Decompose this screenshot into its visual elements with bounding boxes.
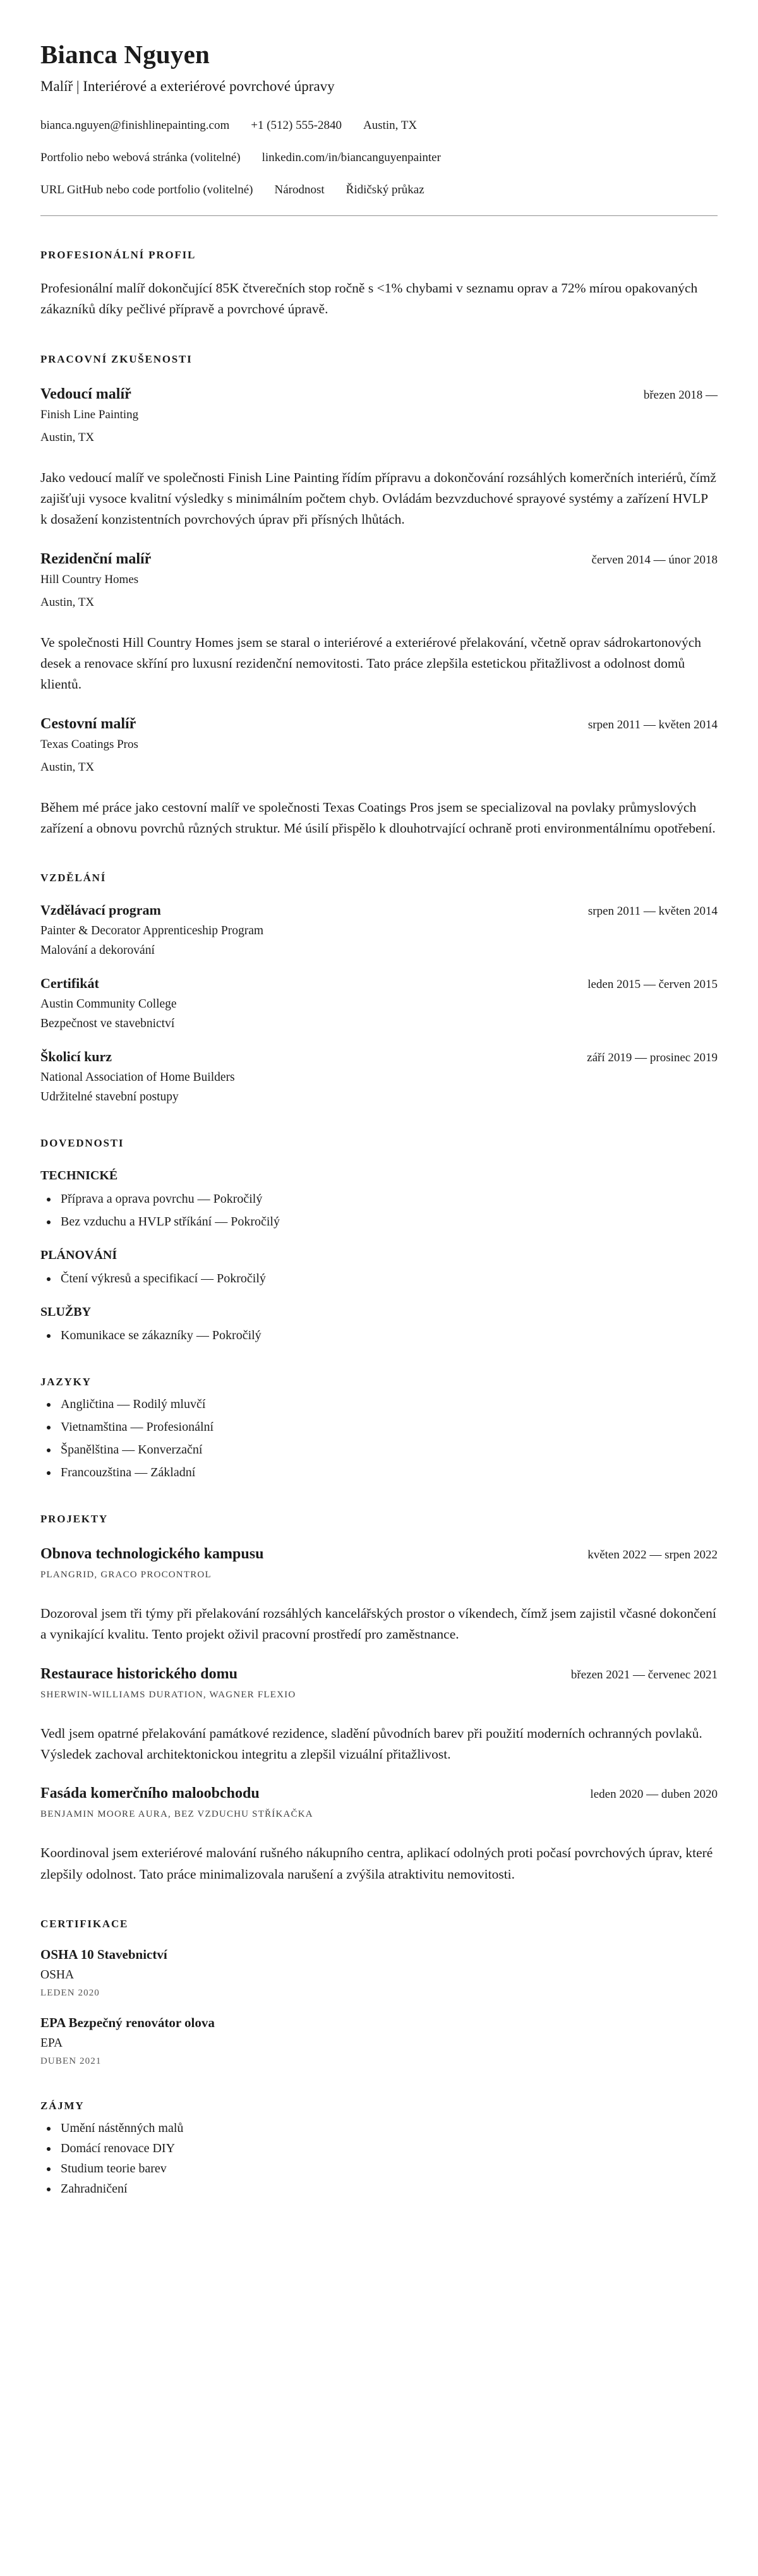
contact-block	[40, 119, 718, 197]
skill-category-services: SLUŽBY	[40, 1305, 92, 1320]
project-item-head	[40, 1546, 718, 1563]
experience-item-1	[40, 386, 718, 531]
experience-item-head	[40, 551, 718, 568]
project-item-head	[40, 1666, 718, 1683]
project-item-3	[40, 1785, 718, 1885]
section-skills	[40, 1137, 718, 1343]
project-dates: březen 2021 — červenec 2021	[570, 1668, 718, 1682]
education-dates: srpen 2011 — květen 2014	[587, 905, 718, 918]
section-education	[40, 872, 718, 1104]
experience-item-2	[40, 551, 718, 695]
section-projects	[40, 1513, 718, 1885]
certification-issuer: EPA	[40, 2037, 63, 2050]
certification-item-1	[40, 1947, 718, 1999]
section-heading-education: VZDĚLÁNÍ	[40, 872, 107, 884]
skill-list-planning	[40, 1272, 718, 1286]
job-location: Austin, TX	[40, 760, 95, 774]
profile-text: Profesionální malíř dokončující 85K čtverečních stop ročně s <1% chybami v seznamu oprav a 72% mírou opakovaných zákazníků díky pečlivé přípravě a povrchové úpravě.	[40, 280, 698, 317]
contact-github: URL GitHub nebo code portfolio (volitelné)	[40, 183, 253, 196]
header-divider	[40, 215, 718, 216]
job-location: Austin, TX	[40, 595, 95, 609]
experience-item-3	[40, 716, 718, 840]
education-item-head	[40, 1049, 718, 1065]
section-heading-experience: PRACOVNÍ ZKUŠENOSTI	[40, 352, 193, 365]
contact-row-2	[40, 151, 718, 165]
contact-row-1	[40, 119, 718, 133]
certification-item-2	[40, 2015, 718, 2067]
certification-date: LEDEN 2020	[40, 1988, 100, 1998]
job-title: Cestovní malíř	[40, 715, 136, 732]
interest-item: • Umění nástěnných malů	[58, 2121, 718, 2136]
job-company: Finish Line Painting	[40, 407, 139, 421]
job-dates: červen 2014 — únor 2018	[591, 553, 718, 567]
project-item-2	[40, 1666, 718, 1766]
skill-item: • Příprava a oprava povrchu — Pokročilý	[58, 1192, 718, 1207]
experience-item-head	[40, 386, 718, 403]
section-profile	[40, 249, 718, 320]
candidate-headline: Malíř | Interiérové a exteriérové povrchové úpravy	[40, 78, 335, 94]
job-company: Texas Coatings Pros	[40, 737, 138, 751]
contact-email: bianca.nguyen@finishlinepainting.com	[40, 119, 230, 132]
resume-header	[40, 39, 718, 216]
job-dates: březen 2018 —	[643, 388, 718, 402]
section-experience	[40, 353, 718, 840]
skill-item: • Komunikace se zákazníky — Pokročilý	[58, 1328, 718, 1343]
interest-item: • Domácí renovace DIY	[58, 2141, 718, 2156]
skill-list-technical	[40, 1192, 718, 1229]
project-title: Obnova technologického kampusu	[40, 1546, 264, 1563]
project-description: Dozoroval jsem tři týmy při přelakování rozsáhlých kancelářských prostor o víkendech, čímž jsem zajistil včasné dokončení a vynikající kvalitu. Tento projekt oživil pracovní prostředí pro zaměstnance.	[40, 1606, 716, 1642]
skill-item: • Čtení výkresů a specifikací — Pokročilý	[58, 1272, 718, 1286]
skill-list-services	[40, 1328, 718, 1343]
contact-phone: +1 (512) 555-2840	[251, 119, 342, 132]
education-item-head	[40, 975, 718, 992]
contact-location: Austin, TX	[363, 119, 418, 132]
education-title: Certifikát	[40, 975, 99, 992]
section-heading-profile: PROFESIONÁLNÍ PROFIL	[40, 249, 196, 261]
contact-nationality: Národnost	[274, 183, 325, 196]
language-item: • Španělština — Konverzační	[58, 1443, 718, 1457]
language-item: • Angličtina — Rodilý mluvčí	[58, 1397, 718, 1412]
language-item: • Francouzština — Základní	[58, 1466, 718, 1480]
education-school: Austin Community College	[40, 997, 177, 1011]
section-interests	[40, 2100, 718, 2196]
certification-issuer: OSHA	[40, 1968, 75, 1982]
education-item-2	[40, 975, 718, 1031]
interest-item: • Studium teorie barev	[58, 2162, 718, 2176]
education-school: Painter & Decorator Apprenticeship Program	[40, 924, 264, 938]
job-company: Hill Country Homes	[40, 572, 139, 586]
certification-date: DUBEN 2021	[40, 2056, 102, 2066]
education-title: Vzdělávací program	[40, 902, 161, 918]
education-title: Školicí kurz	[40, 1049, 112, 1065]
section-heading-skills: DOVEDNOSTI	[40, 1137, 124, 1150]
project-tools: PLANGRID, GRACO PROCONTROL	[40, 1570, 212, 1580]
project-title: Fasáda komerčního maloobchodu	[40, 1785, 260, 1802]
project-item-head	[40, 1785, 718, 1802]
project-dates: leden 2020 — duben 2020	[590, 1788, 718, 1802]
education-item-1	[40, 902, 718, 958]
language-item: • Vietnamština — Profesionální	[58, 1420, 718, 1435]
interest-item: • Zahradničení	[58, 2182, 718, 2196]
section-heading-projects: PROJEKTY	[40, 1513, 108, 1526]
section-heading-interests: ZÁJMY	[40, 2100, 85, 2112]
project-tools: BENJAMIN MOORE AURA, BEZ VZDUCHU STŘÍKAČKA	[40, 1809, 313, 1820]
interest-list	[40, 2121, 718, 2196]
skill-category-technical: TECHNICKÉ	[40, 1169, 118, 1183]
contact-linkedin: linkedin.com/in/biancanguyenpainter	[262, 151, 441, 164]
education-field: Malování a dekorování	[40, 944, 155, 958]
project-tools: SHERWIN-WILLIAMS DURATION, WAGNER FLEXIO	[40, 1689, 296, 1700]
skill-item: • Bez vzduchu a HVLP stříkání — Pokročilý	[58, 1215, 718, 1229]
section-certifications	[40, 1918, 718, 2067]
contact-row-3	[40, 183, 718, 197]
education-dates: září 2019 — prosinec 2019	[587, 1051, 718, 1065]
job-title: Vedoucí malíř	[40, 385, 131, 402]
candidate-name: Bianca Nguyen	[40, 40, 210, 69]
project-description: Vedl jsem opatrné přelakování památkové rezidence, sladění původních barev při použití moderních ochranných povlaků. Výsledek zachoval architektonickou integritu a zlepšil vizuální přitažlivost.	[40, 1725, 702, 1762]
education-item-head	[40, 902, 718, 918]
certification-title: EPA Bezpečný renovátor olova	[40, 2015, 215, 2030]
education-field: Udržitelné stavební postupy	[40, 1090, 179, 1104]
section-languages	[40, 1376, 718, 1480]
job-description: Ve společnosti Hill Country Homes jsem se staral o interiérové a exteriérové přelakování, včetně oprav sádrokartonových desek a renovace skříní pro luxusní rezidenční nemovitosti. Tato práce zlepšila estetickou přitažlivost a odolnost domů klientů.	[40, 634, 702, 692]
contact-driving-license: Řidičský průkaz	[346, 183, 424, 196]
job-title: Rezidenční malíř	[40, 550, 152, 567]
job-location: Austin, TX	[40, 430, 95, 444]
experience-item-head	[40, 716, 718, 733]
project-title: Restaurace historického domu	[40, 1665, 238, 1682]
contact-portfolio: Portfolio nebo webová stránka (volitelné)	[40, 151, 241, 164]
education-school: National Association of Home Builders	[40, 1071, 235, 1085]
project-item-1	[40, 1546, 718, 1646]
education-field: Bezpečnost ve stavebnictví	[40, 1017, 175, 1031]
project-dates: květen 2022 — srpen 2022	[587, 1548, 718, 1562]
language-list	[40, 1397, 718, 1480]
job-description: Během mé práce jako cestovní malíř ve společnosti Texas Coatings Pros jsem se specializoval na povlaky průmyslových zařízení a obnovu povrchů různých struktur. Mé úsilí přispělo k dlouhotrvající ochraně proti environmentálnímu opotřebení.	[40, 799, 716, 836]
project-description: Koordinoval jsem exteriérové malování rušného nákupního centra, aplikací odolných proti počasí povrchových úprav, které zlepšily odolnost. Tato práce minimalizovala narušení a zvýšila atraktivitu nemovitosti.	[40, 1845, 713, 1882]
job-dates: srpen 2011 — květen 2014	[587, 718, 718, 731]
skill-category-planning: PLÁNOVÁNÍ	[40, 1248, 117, 1263]
certification-title: OSHA 10 Stavebnictví	[40, 1947, 167, 1962]
education-item-3	[40, 1049, 718, 1104]
job-description: Jako vedoucí malíř ve společnosti Finish Line Painting řídím přípravu a dokončování rozsáhlých komerčních interiérů, čímž zajišťuji vysoce kvalitní výsledky s minimálním počtem chyb. Ovládám bezvzduchové sprayové systémy a zařízení HVLP k dosažení konzistentních povrchových úprav při přísných lhůtách.	[40, 469, 716, 527]
section-heading-languages: JAZYKY	[40, 1376, 92, 1388]
section-heading-certifications: CERTIFIKACE	[40, 1918, 129, 1930]
education-dates: leden 2015 — červen 2015	[587, 978, 718, 992]
